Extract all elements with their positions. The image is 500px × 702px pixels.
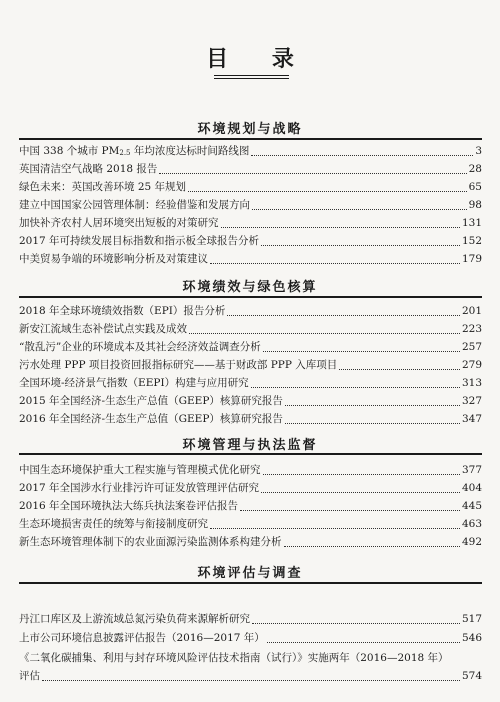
toc-entry-page: 279 — [461, 359, 482, 371]
leader-dots — [227, 314, 460, 316]
toc-entry[interactable] — [19, 232, 482, 250]
leader-dots — [42, 679, 460, 681]
leader-dots — [251, 154, 473, 156]
toc-entry-page: 546 — [461, 632, 482, 644]
toc-entry-page: 3 — [475, 145, 482, 157]
section-divider — [19, 138, 482, 140]
toc-entry-page: 574 — [461, 670, 482, 682]
toc-entry-title: 中国 338 个城市 $PM_{2.5}$ 年均浓度达标时间路线图 — [19, 145, 250, 157]
section-divider — [19, 453, 482, 455]
toc-entry[interactable] — [19, 374, 482, 392]
toc-entry-title: 建立中国国家公园管理体制：经验借鉴和发展方向 — [19, 199, 250, 211]
toc-entry-page: 152 — [461, 235, 482, 247]
toc-entry[interactable] — [19, 302, 482, 320]
leader-dots — [240, 509, 460, 511]
toc-entry-page: 445 — [461, 500, 482, 512]
toc-entry-page: 201 — [461, 305, 482, 317]
toc-entry-title: “散乱污”企业的环境成本及其社会经济效益调查分析 — [19, 341, 261, 353]
toc-entry-page: 223 — [461, 323, 482, 335]
toc-entry-page: 463 — [461, 518, 482, 530]
leader-dots — [189, 332, 460, 334]
toc-entry[interactable] — [19, 250, 482, 268]
toc-entry-title: 2017 年可持续发展目标指数和指示板全球报告分析 — [19, 235, 260, 247]
toc-entry-title: 绿色未来：英国改善环境 25 年规划 — [19, 181, 187, 193]
toc-entry[interactable] — [19, 320, 482, 338]
toc-entry-title: 加快补齐农村人居环境突出短板的对策研究 — [19, 217, 219, 229]
toc-entry-page: 377 — [461, 464, 482, 476]
section-divider — [19, 582, 482, 584]
toc-entry-page: 131 — [461, 217, 482, 229]
leader-dots — [261, 244, 460, 246]
leader-dots — [252, 622, 460, 624]
leader-dots — [210, 262, 460, 264]
toc-entry-page: 179 — [461, 253, 482, 265]
leader-dots — [285, 404, 460, 406]
toc-entry[interactable] — [19, 196, 482, 214]
toc-entry[interactable] — [19, 178, 482, 196]
leader-dots — [339, 368, 460, 370]
leader-dots — [285, 422, 460, 424]
toc-entry-title: 生态环境损害责任的统筹与衔接制度研究 — [19, 518, 208, 530]
toc-entry-title: 丹江口库区及上游流域总氮污染负荷来源解析研究 — [19, 613, 250, 625]
toc-entry-page: 28 — [468, 163, 482, 175]
section-heading-assessment: 环境评估与调查 — [197, 566, 303, 581]
leader-dots — [263, 473, 460, 475]
toc-entry-title-line2: 评估 — [19, 670, 40, 682]
toc-entry[interactable] — [19, 515, 482, 533]
leader-dots — [263, 350, 460, 352]
toc-entry-title: 中美贸易争端的环境影响分析及对策建议 — [19, 253, 208, 265]
toc-entry-title: 2017 年全国涉水行业排污许可证发放管理评估研究 — [19, 482, 260, 494]
title-underline — [214, 75, 289, 79]
toc-entry-page: 492 — [461, 536, 482, 548]
toc-entry-title-line1[interactable]: 《二氧化碳捕集、利用与封存环境风险评估技术指南（试行）》实施两年（2016—2018 年） — [19, 652, 449, 664]
toc-entry-page: 327 — [461, 395, 482, 407]
toc-entry-title: 新安江流域生态补偿试点实践及成效 — [19, 323, 187, 335]
leader-dots — [284, 545, 460, 547]
toc-entry-page: 347 — [461, 413, 482, 425]
leader-dots — [267, 641, 460, 643]
toc-entry[interactable] — [19, 610, 482, 628]
toc-entry[interactable] — [19, 629, 482, 647]
leader-dots — [210, 527, 460, 529]
toc-entry-page: 257 — [461, 341, 482, 353]
toc-entry-page: 313 — [461, 377, 482, 389]
page-title: 目 录 — [206, 47, 312, 72]
toc-entry[interactable] — [19, 410, 482, 428]
leader-dots — [221, 226, 460, 228]
section-divider — [19, 296, 482, 298]
toc-entry[interactable] — [19, 392, 482, 410]
toc-entry[interactable] — [19, 497, 482, 515]
toc-entry-title: 2016 年全国环境执法大练兵执法案卷评估报告 — [19, 500, 239, 512]
toc-entry-title: 中国生态环境保护重大工程实施与管理模式优化研究 — [19, 464, 261, 476]
toc-entry[interactable] — [19, 142, 482, 160]
toc-entry-title: 污水处理 PPP 项目投资回报指标研究——基于财政部 PPP 入库项目 — [19, 359, 338, 371]
toc-entry[interactable] — [19, 160, 482, 178]
leader-dots — [251, 386, 460, 388]
toc-entry-page: 98 — [468, 199, 482, 211]
toc-entry[interactable] — [19, 533, 482, 551]
leader-dots — [159, 172, 466, 174]
toc-entry[interactable] — [19, 667, 482, 685]
toc-entry-title: 2016 年全国经济-生态生产总值（GEEP）核算研究报告 — [19, 413, 283, 425]
toc-entry[interactable] — [19, 479, 482, 497]
toc-entry-title: 全国环境-经济景气指数（EEPI）构建与应用研究 — [19, 377, 249, 389]
toc-entry-title: 新生态环境管理体制下的农业面源污染监测体系构建分析 — [19, 536, 282, 548]
leader-dots — [261, 491, 460, 493]
leader-dots — [252, 208, 467, 210]
toc-entry[interactable] — [19, 338, 482, 356]
toc-entry[interactable] — [19, 214, 482, 232]
section-heading-management: 环境管理与执法监督 — [182, 438, 318, 453]
leader-dots — [188, 190, 467, 192]
toc-entry-title: 上市公司环境信息披露评估报告（2016—2017 年） — [19, 632, 265, 644]
toc-entry-page: 517 — [461, 613, 482, 625]
section-heading-performance: 环境绩效与绿色核算 — [182, 280, 318, 295]
toc-entry[interactable] — [19, 461, 482, 479]
toc-entry-title: 2018 年全球环境绩效指数（EPI）报告分析 — [19, 305, 226, 317]
toc-entry-page: 65 — [468, 181, 482, 193]
section-heading-planning: 环境规划与战略 — [197, 122, 303, 137]
toc-entry[interactable] — [19, 356, 482, 374]
toc-entry-title: 2015 年全国经济-生态生产总值（GEEP）核算研究报告 — [19, 395, 283, 407]
toc-entry-page: 404 — [461, 482, 482, 494]
toc-entry-title: 英国清洁空气战略 2018 报告 — [19, 163, 158, 175]
